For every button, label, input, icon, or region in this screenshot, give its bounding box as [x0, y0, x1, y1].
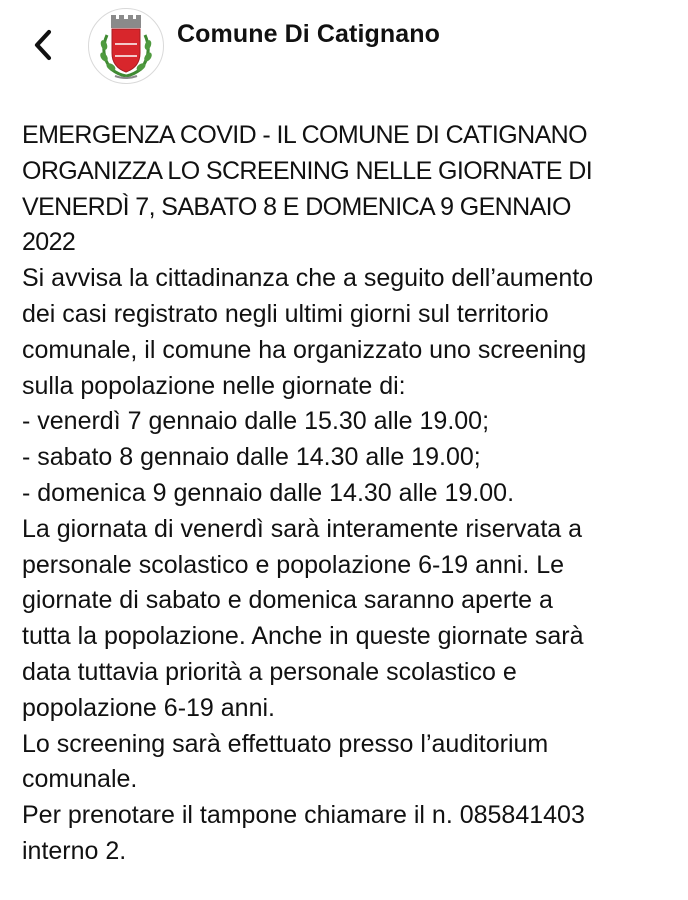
post-text-line: - domenica 9 gennaio dalle 14.30 alle 19.00. [22, 478, 515, 507]
post-text-line: data tuttavia priorità a personale scolastico e [22, 657, 517, 686]
post-body [22, 118, 672, 870]
post-title-line: EMERGENZA COVID - IL COMUNE DI CATIGNANO [22, 121, 587, 149]
post-text-line: Lo screening sarà effettuato presso l’auditorium [22, 729, 549, 758]
back-button[interactable] [30, 27, 58, 63]
post-text-line: - venerdì 7 gennaio dalle 15.30 alle 19.00; [22, 407, 490, 436]
municipal-crest-icon [89, 9, 163, 83]
page-avatar[interactable] [88, 8, 164, 84]
post-title-line: ORGANIZZA LO SCREENING NELLE GIORNATE DI [22, 156, 593, 185]
post-text-line: Si avvisa la cittadinanza che a seguito dell’aumento [22, 264, 594, 293]
post-text-line: La giornata di venerdì sarà interamente riservata a [22, 514, 583, 543]
post-text-line: tutta la popolazione. Anche in queste giornate sarà [22, 622, 584, 651]
post-text-line: - sabato 8 gennaio dalle 14.30 alle 19.00; [22, 443, 481, 472]
post-text-line: dei casi registrato negli ultimi giorni sul territorio [22, 299, 549, 328]
post-header [0, 0, 688, 95]
post-title-line: VENERDÌ 7, SABATO 8 E DOMENICA 9 GENNAIO [22, 192, 571, 221]
post-text-line: giornate di sabato e domenica saranno aperte a [22, 586, 553, 615]
page-name-link[interactable]: Comune Di Catignano [177, 20, 441, 48]
post-text-line: Per prenotare il tampone chiamare il n. 085841403 [22, 801, 585, 830]
post-title-line: 2022 [22, 228, 76, 257]
post-text-line: sulla popolazione nelle giornate di: [22, 371, 406, 400]
post-text-line: interno 2. [22, 836, 127, 865]
post-text-line: comunale. [22, 765, 138, 794]
post-text-line: personale scolastico e popolazione 6-19 anni. Le [22, 550, 565, 579]
chevron-left-icon [30, 27, 58, 63]
post-text-line: comunale, il comune ha organizzato uno screening [22, 335, 587, 364]
post-text-line: popolazione 6-19 anni. [22, 693, 275, 722]
